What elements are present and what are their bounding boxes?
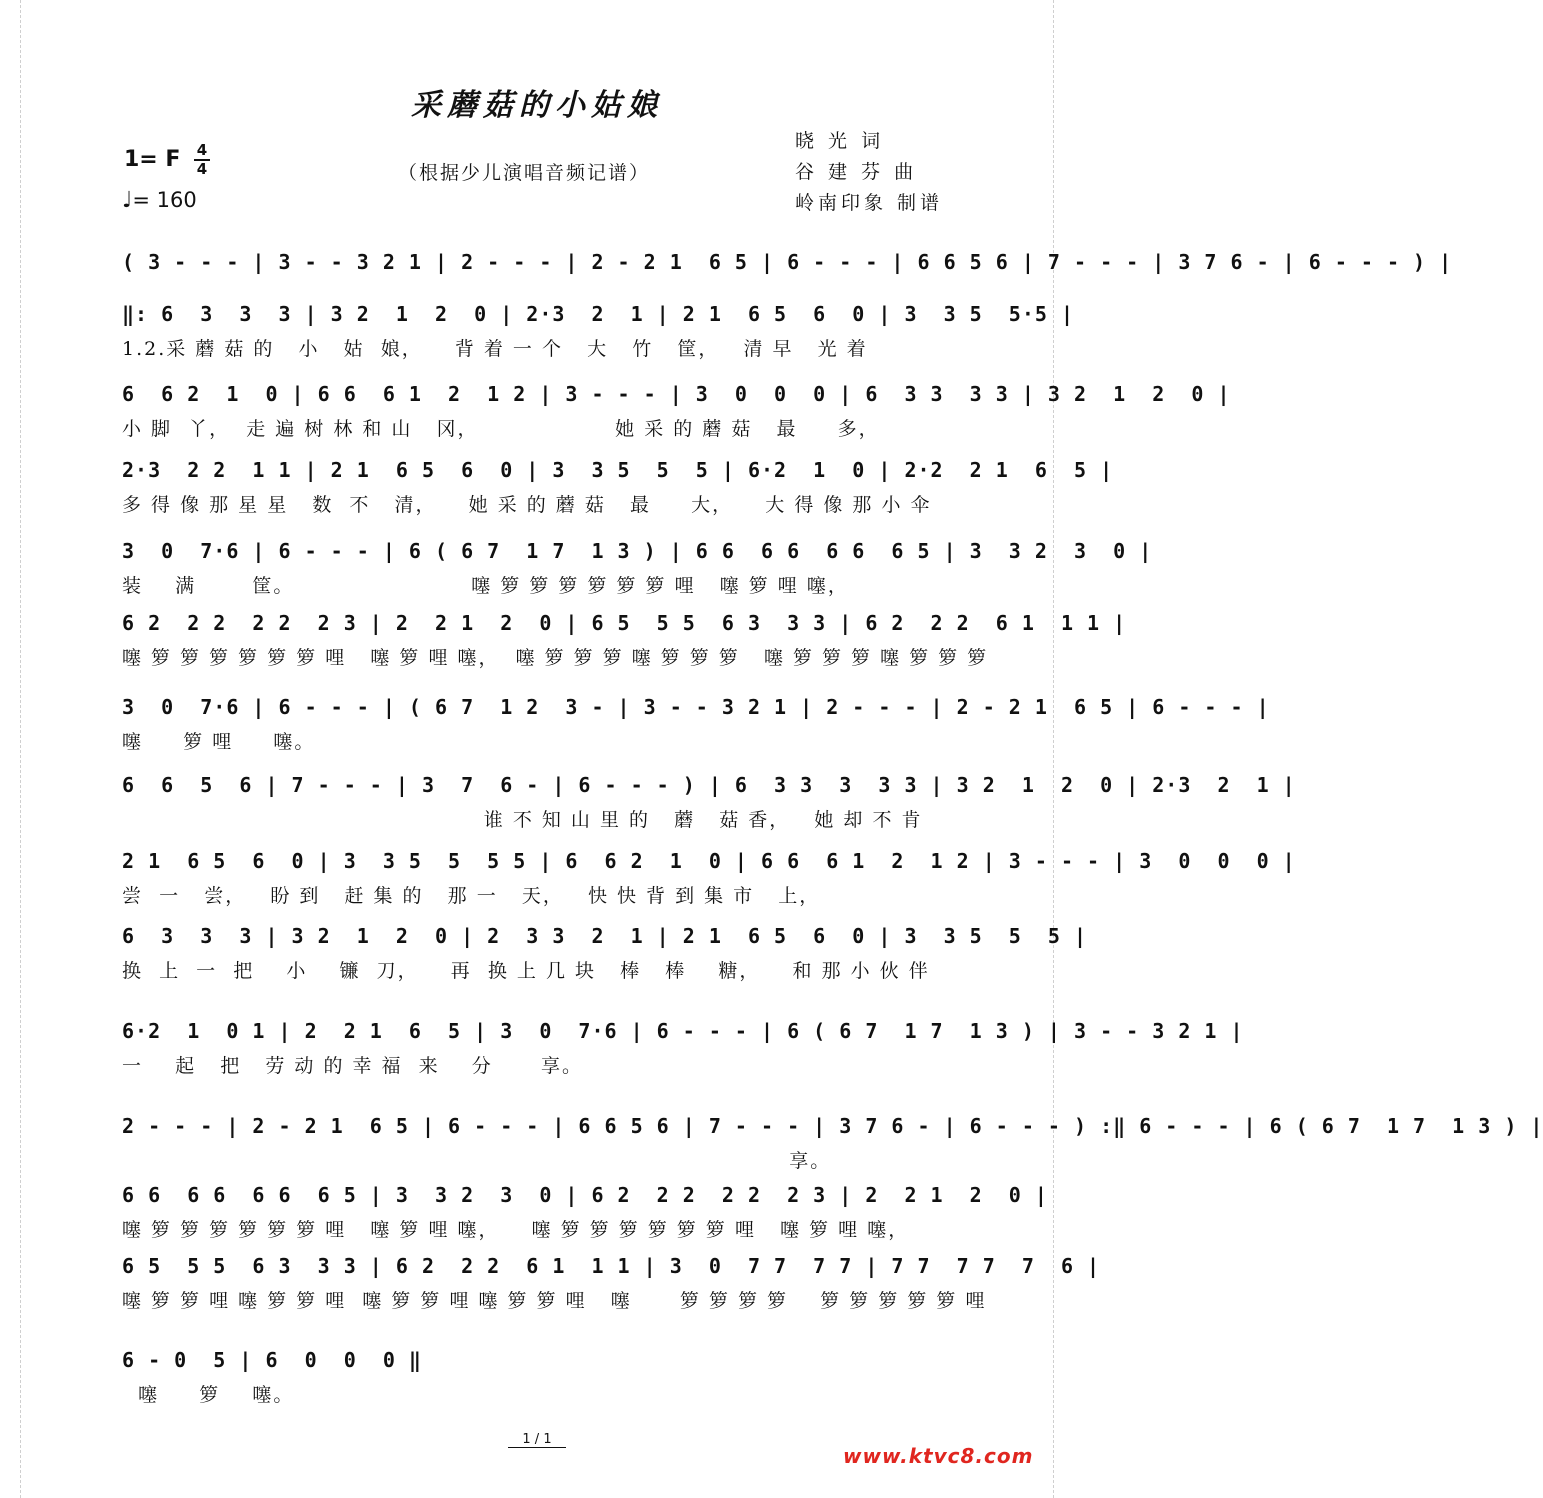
staff-notes: 6 6 5 6 | 7 - - - | 3 7 6 - | 6 - - - ) | 6 3 3 3 3 3 | 3 2 1 2 0 | 2·3 2 1 | [122,773,1296,797]
staff-line [122,769,1296,835]
staff-lyrics: 噻 箩 箩 箩 箩 箩 箩 哩 噻 箩 哩 噻， 噻 箩 箩 箩 箩 箩 箩 哩 噻 箩 哩 噻， [122,1219,910,1241]
staff-line [122,1344,954,1410]
staff-notes: 3 0 7·6 | 6 - - - | ( 6 7 1 2 3 - | 3 - - 3 2 1 | 2 - - - | 2 - 2 1 6 5 | 6 - - - | [122,695,1270,719]
staff-line [122,607,1127,673]
staff-lyrics: 装 满 筐。 噻 箩 箩 箩 箩 箩 箩 哩 噻 箩 哩 噻， [122,575,849,597]
staff-line [122,845,1296,911]
staff-line [122,691,1270,757]
staff-notes: 6 6 6 6 6 6 6 5 | 3 3 2 3 0 | 6 2 2 2 2 2 2 3 | 2 2 1 2 0 | [122,1183,1048,1207]
tempo-marking [122,188,197,213]
staff-notes: ( 3 - - - | 3 - - 3 2 1 | 2 - - - | 2 - 2 1 6 5 | 6 - - - | 6 6 5 6 | 7 - - - | 3 7 6 - | 6 - - - ) | [122,250,1453,274]
staff-line [122,1110,1543,1176]
staff-line [122,1179,1048,1245]
site-watermark: www.ktvc8.com [843,1444,1034,1468]
subtitle: （根据少儿演唱音频记谱） [398,162,651,184]
left-margin-watermark [0,0,21,1498]
staff-notes: 6 - 0 5 | 6 0 0 0 ‖ [122,1348,422,1372]
staff-lyrics: 噻 箩 噻。 [122,1384,295,1406]
tempo-value: = 160 [132,188,197,212]
staff-notes: 6·2 1 0 1 | 2 2 1 6 5 | 3 0 7·6 | 6 - - - | 6 ( 6 7 1 7 1 3 ) | 3 - - 3 2 1 | [122,1019,1244,1043]
quarter-note-icon: ♩ [122,188,133,213]
meter-bottom: 4 [196,160,208,178]
staff-lyrics: 谁 不 知 山 里 的 蘑 菇 香， 她 却 不 肯 [122,809,923,831]
arranger: 岭南印象 制谱 [795,192,944,214]
staff-notes: 6 5 5 5 6 3 3 3 | 6 2 2 2 6 1 1 1 | 3 0 7 7 7 7 | 7 7 7 7 7 6 | [122,1254,1101,1278]
staff-lyrics: 噻 箩 哩 噻。 [122,731,316,753]
staff-lyrics: 换 上 一 把 小 镰 刀， 再 换 上 几 块 棒 棒 糖， 和 那 小 伙 伴 [122,960,930,982]
meter-top: 4 [196,141,208,159]
staff-notes: 6 3 3 3 | 3 2 1 2 0 | 2 3 3 2 1 | 2 1 6 5 6 0 | 3 3 5 5 5 | [122,924,1088,948]
staff-line [122,1015,1244,1081]
staff-lyrics: 一 起 把 劳 动 的 幸 福 来 分 享。 [122,1055,584,1077]
staff-notes: 6 6 2 1 0 | 6 6 6 1 2 1 2 | 3 - - - | 3 0 0 0 | 6 3 3 3 3 | 3 2 1 2 0 | [122,382,1231,406]
staff-notes: 2·3 2 2 1 1 | 2 1 6 5 6 0 | 3 3 5 5 5 | 6·2 1 0 | 2·2 2 1 6 5 | [122,458,1114,482]
staff-lyrics: 享。 [122,1150,832,1172]
staff-lyrics: 小 脚 丫， 走 遍 树 林 和 山 冈， 她 采 的 蘑 菇 最 多， [122,418,880,440]
composer: 谷 建 芬 曲 [795,161,918,183]
lyricist: 晓 光 词 [795,130,885,152]
staff-lyrics: 1.2.采 蘑 菇 的 小 姑 娘， 背 着 一 个 大 竹 筐， 清 早 光 着 [122,338,868,360]
staff-lyrics: 噻 箩 箩 哩 噻 箩 箩 哩 噻 箩 箩 哩 噻 箩 箩 哩 噻 箩 箩 箩 箩 箩 箩 箩 箩 箩 哩 [122,1290,987,1312]
staff-line [122,920,1088,986]
song-title: 采蘑菇的小姑娘 [411,88,663,123]
staff-line [122,1250,1101,1316]
staff-lyrics: 尝 一 尝， 盼 到 赶 集 的 那 一 天， 快 快 背 到 集 市 上， [122,885,821,907]
staff-lyrics: 多 得 像 那 星 星 数 不 清， 她 采 的 蘑 菇 最 大， 大 得 像 那 小 伞 [122,494,932,516]
staff-line [122,535,1153,601]
staff-notes: 6 2 2 2 2 2 2 3 | 2 2 1 2 0 | 6 5 5 5 6 3 3 3 | 6 2 2 2 6 1 1 1 | [122,611,1127,635]
staff-notes: 2 - - - | 2 - 2 1 6 5 | 6 - - - | 6 6 5 6 | 7 - - - | 3 7 6 - | 6 - - - ) :‖ 6 - - - | 6 ( 6 7 1 7 1 3 ) | [122,1114,1543,1138]
staff-line [122,298,1074,364]
key-signature: 1= F [124,147,181,172]
staff-notes: 3 0 7·6 | 6 - - - | 6 ( 6 7 1 7 1 3 ) | 6 6 6 6 6 6 6 5 | 3 3 2 3 0 | [122,539,1153,563]
staff-line [122,378,1231,444]
time-signature [192,142,212,178]
staff-lyrics: 噻 箩 箩 箩 箩 箩 箩 哩 噻 箩 哩 噻， 噻 箩 箩 箩 噻 箩 箩 箩 噻 箩 箩 箩 噻 箩 箩 箩 [122,647,989,669]
staff-notes: ‖: 6 3 3 3 | 3 2 1 2 0 | 2·3 2 1 | 2 1 6 5 6 0 | 3 3 5 5·5 | [122,302,1074,326]
staff-line [122,454,1114,520]
page-number-text: 1 / 1 [508,1432,565,1448]
staff-notes: 2 1 6 5 6 0 | 3 3 5 5 5 5 | 6 6 2 1 0 | 6 6 6 1 2 1 2 | 3 - - - | 3 0 0 0 | [122,849,1296,873]
credits [795,126,943,219]
